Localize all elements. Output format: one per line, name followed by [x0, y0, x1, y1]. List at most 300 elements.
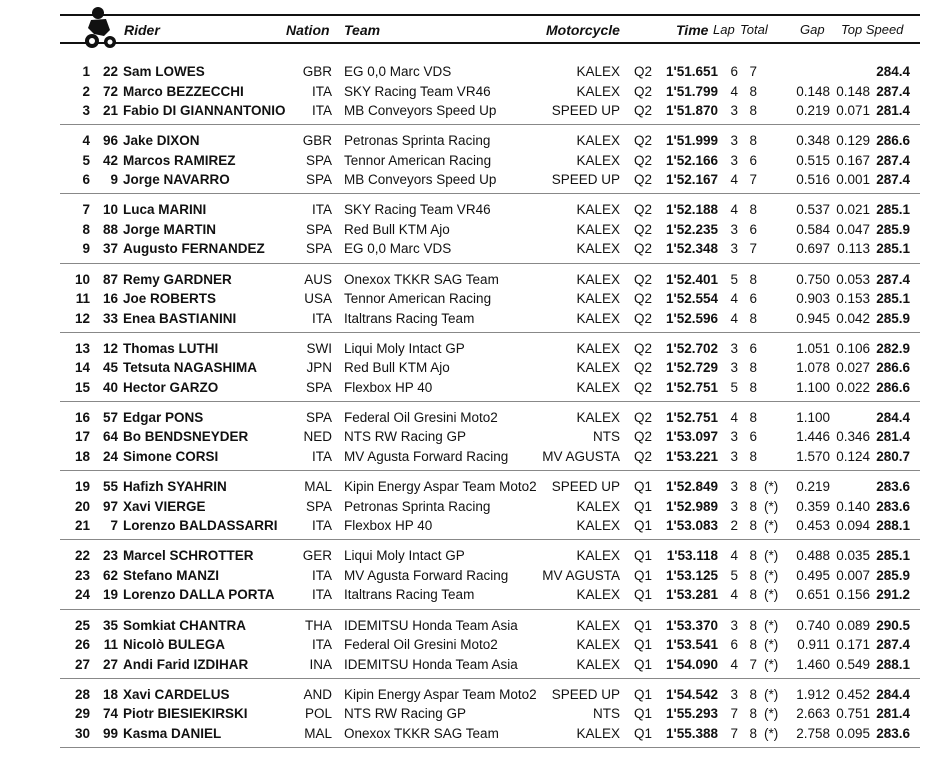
- nation: POL: [304, 706, 332, 722]
- note-marker: (*): [764, 548, 779, 564]
- table-row: [60, 497, 920, 517]
- best-lap: 2: [730, 518, 738, 534]
- table-row: [60, 516, 920, 536]
- header-bottom-rule: [60, 42, 920, 44]
- rider-name: Jorge NAVARRO: [123, 172, 230, 188]
- table-row: [60, 82, 920, 102]
- motorcycle: MV AGUSTA: [542, 567, 620, 583]
- team: NTS RW Racing GP: [344, 429, 467, 445]
- top-speed: 291.2: [876, 587, 910, 603]
- rider-number: 33: [102, 310, 118, 326]
- total-laps: 6: [749, 429, 757, 445]
- rider-name: Marcel SCHROTTER: [123, 548, 254, 564]
- rider-name: Lorenzo DALLA PORTA: [123, 587, 275, 603]
- top-speed: 284.4: [876, 64, 910, 79]
- top-speed: 285.1: [876, 202, 910, 218]
- header-nation: Nation: [286, 22, 330, 38]
- gap-previous: 0.007: [836, 567, 870, 583]
- table-row: [60, 408, 920, 428]
- top-speed: 285.9: [876, 567, 910, 583]
- best-lap: 7: [730, 725, 738, 741]
- rider-number: 16: [102, 291, 118, 307]
- header-time: Time: [676, 22, 709, 38]
- session: Q1: [634, 686, 653, 702]
- gap-previous: 0.751: [836, 706, 870, 722]
- result-group: [60, 471, 920, 540]
- total-laps: 8: [749, 637, 757, 652]
- session: Q2: [634, 271, 653, 287]
- session: Q1: [634, 518, 653, 534]
- gap-first: 1.460: [796, 656, 830, 672]
- best-lap: 4: [730, 202, 738, 218]
- header-top-speed: Top Speed: [841, 22, 904, 37]
- total-laps: 8: [749, 706, 757, 722]
- gap-previous: 0.027: [836, 360, 870, 376]
- position: 10: [74, 271, 90, 287]
- best-time: 1'53.118: [666, 548, 718, 564]
- session: Q2: [634, 202, 653, 218]
- top-speed: 285.1: [876, 241, 910, 257]
- best-time: 1'51.799: [665, 83, 718, 99]
- gap-previous: 0.549: [836, 656, 870, 672]
- best-lap: 5: [730, 567, 738, 583]
- nation: SPA: [305, 172, 332, 188]
- nation: ITA: [312, 448, 332, 464]
- gap-previous: 0.156: [836, 587, 870, 603]
- top-speed: 287.4: [876, 83, 910, 99]
- best-lap: 4: [730, 409, 738, 425]
- nation: USA: [304, 291, 332, 307]
- rider-name: Bo BENDSNEYDER: [123, 429, 249, 445]
- best-lap: 3: [730, 498, 738, 514]
- team: EG 0,0 Marc VDS: [344, 241, 452, 257]
- best-time: 1'54.090: [665, 656, 718, 672]
- best-time: 1'52.596: [665, 310, 718, 326]
- gap-first: 1.100: [796, 379, 830, 395]
- nation: AND: [303, 686, 332, 702]
- result-group: [60, 264, 920, 333]
- session: Q1: [634, 656, 653, 672]
- best-lap: 3: [730, 429, 738, 445]
- motorcycle: KALEX: [576, 637, 620, 652]
- top-speed: 287.4: [876, 637, 910, 652]
- team: Italtrans Racing Team: [344, 310, 475, 326]
- nation: SPA: [305, 221, 332, 237]
- rider-number: 24: [102, 448, 118, 464]
- gap-first: 1.446: [796, 429, 830, 445]
- top-speed: 283.6: [876, 725, 910, 741]
- gap-first: 0.651: [796, 587, 830, 603]
- best-time: 1'54.542: [665, 686, 718, 702]
- total-laps: 8: [749, 548, 757, 564]
- rider-name: Simone CORSI: [123, 448, 219, 464]
- motorcycle: NTS: [593, 706, 620, 722]
- session: Q2: [634, 83, 653, 99]
- team: Onexox TKKR SAG Team: [344, 271, 499, 287]
- result-group: [60, 194, 920, 263]
- total-laps: 8: [749, 587, 757, 603]
- rider-number: 37: [102, 241, 118, 257]
- gap-first: 1.570: [796, 448, 830, 464]
- rider-number: 40: [102, 379, 118, 395]
- session: Q2: [634, 448, 653, 464]
- rider-name: Xavi VIERGE: [123, 498, 206, 514]
- total-laps: 6: [749, 291, 757, 307]
- note-marker: (*): [764, 617, 779, 633]
- best-time: 1'51.999: [665, 133, 718, 149]
- top-speed: 284.4: [876, 409, 910, 425]
- gap-first: 1.051: [796, 340, 830, 356]
- table-row: [60, 546, 920, 566]
- top-speed: 287.4: [876, 152, 910, 168]
- total-laps: 8: [749, 360, 757, 376]
- session: Q2: [634, 64, 653, 79]
- table-row: [60, 566, 920, 586]
- session: Q1: [634, 637, 653, 652]
- best-time: 1'53.370: [665, 617, 718, 633]
- top-speed: 286.6: [876, 379, 910, 395]
- best-time: 1'53.221: [665, 448, 718, 464]
- gap-first: 0.911: [797, 637, 830, 652]
- gap-previous: 0.148: [836, 83, 870, 99]
- motorcycle: KALEX: [576, 725, 620, 741]
- table-row: [60, 170, 920, 190]
- nation: ITA: [312, 587, 332, 603]
- total-laps: 7: [749, 172, 757, 188]
- table-row: [60, 616, 920, 636]
- session: Q2: [634, 221, 653, 237]
- best-time: 1'52.167: [665, 172, 718, 188]
- table-row: [60, 220, 920, 240]
- team: SKY Racing Team VR46: [344, 83, 491, 99]
- best-time: 1'52.751: [665, 379, 718, 395]
- total-laps: 7: [749, 241, 757, 257]
- top-speed: 283.6: [876, 479, 910, 495]
- gap-first: 0.750: [796, 271, 830, 287]
- motorcycle: KALEX: [576, 409, 620, 425]
- note-marker: (*): [764, 725, 779, 741]
- best-time: 1'52.188: [665, 202, 718, 218]
- team: Flexbox HP 40: [344, 379, 433, 395]
- table-row: [60, 685, 920, 705]
- team: Tennor American Racing: [344, 152, 492, 168]
- best-time: 1'53.541: [665, 637, 718, 652]
- position: 23: [74, 567, 90, 583]
- best-lap: 4: [730, 291, 738, 307]
- gap-previous: 0.106: [836, 340, 870, 356]
- top-speed: 287.4: [876, 271, 910, 287]
- total-laps: 8: [749, 133, 757, 149]
- total-laps: 7: [749, 64, 757, 79]
- total-laps: 8: [749, 409, 757, 425]
- position: 24: [74, 587, 90, 603]
- team: IDEMITSU Honda Team Asia: [344, 617, 518, 633]
- best-lap: 3: [730, 221, 738, 237]
- motorcycle: KALEX: [576, 548, 620, 564]
- rider-number: 7: [110, 518, 118, 534]
- rider-number: 18: [102, 686, 118, 702]
- team: SKY Racing Team VR46: [344, 202, 491, 218]
- motorcycle: SPEED UP: [551, 686, 620, 702]
- position: 28: [74, 686, 90, 702]
- note-marker: (*): [764, 587, 779, 603]
- motorcycle: SPEED UP: [551, 172, 620, 188]
- position: 5: [82, 152, 90, 168]
- result-group: [60, 56, 920, 125]
- best-lap: 4: [730, 172, 738, 188]
- motorcycle: KALEX: [576, 379, 620, 395]
- gap-previous: 0.346: [836, 429, 870, 445]
- top-speed: 286.6: [876, 360, 910, 376]
- motorcycle: KALEX: [576, 340, 620, 356]
- best-time: 1'52.235: [665, 221, 718, 237]
- best-time: 1'52.166: [665, 152, 718, 168]
- best-lap: 3: [730, 686, 738, 702]
- position: 2: [82, 83, 90, 99]
- team: IDEMITSU Honda Team Asia: [344, 656, 518, 672]
- rider-name: Hector GARZO: [123, 379, 219, 395]
- total-laps: 7: [749, 656, 757, 672]
- top-speed: 288.1: [876, 518, 910, 534]
- rider-number: 42: [102, 152, 118, 168]
- gap-first: 0.584: [796, 221, 830, 237]
- gap-first: 0.488: [796, 548, 830, 564]
- gap-first: 2.663: [796, 706, 830, 722]
- gap-previous: 0.089: [836, 617, 870, 633]
- best-lap: 7: [730, 706, 738, 722]
- position: 30: [74, 725, 90, 741]
- gap-first: 0.740: [796, 617, 830, 633]
- position: 3: [82, 103, 90, 118]
- session: Q1: [634, 498, 653, 514]
- position: 27: [74, 656, 90, 672]
- result-group: [60, 540, 920, 609]
- rider-number: 74: [102, 706, 118, 722]
- nation: GER: [302, 548, 332, 564]
- nation: GBR: [302, 64, 332, 79]
- team: Red Bull KTM Ajo: [344, 221, 450, 237]
- position: 9: [82, 241, 90, 257]
- table-row: [60, 339, 920, 359]
- rider-number: 87: [102, 271, 118, 287]
- top-speed: 284.4: [876, 686, 910, 702]
- gap-first: 0.516: [796, 172, 830, 188]
- header-motorcycle: Motorcycle: [546, 22, 620, 38]
- motorcycle: KALEX: [576, 310, 620, 326]
- table-row: [60, 477, 920, 497]
- rider-number: 11: [103, 637, 118, 652]
- motorcycle: SPEED UP: [551, 103, 620, 118]
- rider-number: 19: [102, 587, 118, 603]
- total-laps: 6: [749, 221, 757, 237]
- best-lap: 6: [730, 64, 738, 79]
- best-time: 1'52.554: [665, 291, 718, 307]
- gap-first: 0.515: [796, 152, 830, 168]
- note-marker: (*): [764, 479, 779, 495]
- motorcycle: KALEX: [576, 241, 620, 257]
- gap-previous: 0.452: [836, 686, 870, 702]
- gap-first: 0.537: [796, 202, 830, 218]
- gap-first: 0.348: [796, 133, 830, 149]
- top-speed: 286.6: [876, 133, 910, 149]
- session: Q2: [634, 429, 653, 445]
- motorcycle: KALEX: [576, 133, 620, 149]
- motorcycle: KALEX: [576, 83, 620, 99]
- rider-name: Jorge MARTIN: [123, 221, 217, 237]
- motorcycle: KALEX: [576, 498, 620, 514]
- table-row: [60, 724, 920, 744]
- rider-number: 57: [102, 409, 118, 425]
- best-time: 1'52.751: [665, 409, 718, 425]
- rider-number: 97: [102, 498, 118, 514]
- total-laps: 8: [749, 202, 757, 218]
- top-speed: 282.9: [876, 340, 910, 356]
- best-time: 1'53.083: [665, 518, 718, 534]
- best-lap: 3: [730, 617, 738, 633]
- gap-first: 0.219: [796, 479, 830, 495]
- team: Kipin Energy Aspar Team Moto2: [344, 686, 537, 702]
- position: 14: [74, 360, 90, 376]
- best-lap: 3: [730, 103, 738, 118]
- motorcycle: KALEX: [576, 271, 620, 287]
- rider-number: 96: [102, 133, 118, 149]
- session: Q1: [634, 479, 653, 495]
- session: Q2: [634, 172, 653, 188]
- nation: JPN: [306, 360, 332, 376]
- motorcycle-rider-icon: [82, 6, 118, 50]
- total-laps: 8: [749, 617, 757, 633]
- rider-name: Enea BASTIANINI: [123, 310, 237, 326]
- table-row: [60, 62, 920, 82]
- best-time: 1'52.702: [665, 340, 718, 356]
- gap-previous: 0.047: [836, 221, 870, 237]
- best-lap: 5: [730, 379, 738, 395]
- top-speed: 290.5: [876, 617, 910, 633]
- table-row: [60, 131, 920, 151]
- best-lap: 3: [730, 448, 738, 464]
- gap-previous: 0.124: [836, 448, 870, 464]
- note-marker: (*): [764, 637, 779, 652]
- rider-number: 45: [102, 360, 118, 376]
- team: Kipin Energy Aspar Team Moto2: [344, 479, 537, 495]
- team: Flexbox HP 40: [344, 518, 433, 534]
- table-row: [60, 704, 920, 724]
- session: Q1: [634, 587, 653, 603]
- rider-name: Kasma DANIEL: [123, 725, 222, 741]
- top-speed: 285.9: [876, 221, 910, 237]
- table-row: [60, 427, 920, 447]
- rider-number: 12: [102, 340, 118, 356]
- team: Italtrans Racing Team: [344, 587, 475, 603]
- nation: ITA: [312, 103, 332, 118]
- total-laps: 8: [749, 725, 757, 741]
- total-laps: 8: [749, 448, 757, 464]
- best-time: 1'55.293: [665, 706, 718, 722]
- best-time: 1'51.870: [665, 103, 718, 118]
- gap-first: 0.453: [796, 518, 830, 534]
- gap-previous: 0.021: [836, 202, 870, 218]
- position: 21: [74, 518, 90, 534]
- gap-previous: 0.035: [836, 548, 870, 564]
- header-gap: Gap: [800, 22, 825, 37]
- position: 18: [74, 448, 90, 464]
- nation: ITA: [312, 637, 332, 652]
- best-lap: 3: [730, 241, 738, 257]
- best-time: 1'51.651: [665, 64, 718, 79]
- table-row: [60, 585, 920, 605]
- top-speed: 281.4: [876, 429, 910, 445]
- motorcycle: KALEX: [576, 617, 620, 633]
- rider-number: 23: [102, 548, 118, 564]
- best-time: 1'53.281: [665, 587, 718, 603]
- position: 7: [82, 202, 90, 218]
- motorcycle: KALEX: [576, 202, 620, 218]
- rider-name: Stefano MANZI: [123, 567, 219, 583]
- rider-number: 64: [102, 429, 118, 445]
- top-speed: 285.1: [876, 291, 910, 307]
- position: 17: [74, 429, 90, 445]
- result-group: [60, 333, 920, 402]
- position: 12: [74, 310, 90, 326]
- team: EG 0,0 Marc VDS: [344, 64, 452, 79]
- rider-name: Xavi CARDELUS: [123, 686, 230, 702]
- gap-previous: 0.129: [836, 133, 870, 149]
- top-speed: 288.1: [876, 656, 910, 672]
- nation: ITA: [312, 202, 332, 218]
- nation: ITA: [312, 83, 332, 99]
- best-lap: 5: [730, 271, 738, 287]
- best-lap: 3: [730, 360, 738, 376]
- table-row: [60, 378, 920, 398]
- table-row: [60, 270, 920, 290]
- position: 8: [82, 221, 90, 237]
- nation: SPA: [305, 498, 332, 514]
- total-laps: 8: [749, 271, 757, 287]
- rider-number: 55: [102, 479, 118, 495]
- motorcycle: KALEX: [576, 152, 620, 168]
- gap-first: 2.758: [796, 725, 830, 741]
- position: 25: [74, 617, 90, 633]
- nation: MAL: [304, 479, 332, 495]
- gap-previous: 0.094: [836, 518, 870, 534]
- total-laps: 6: [749, 340, 757, 356]
- position: 13: [74, 340, 90, 356]
- session: Q2: [634, 103, 653, 118]
- motorcycle: KALEX: [576, 587, 620, 603]
- gap-first: 0.945: [796, 310, 830, 326]
- top-speed: 283.6: [876, 498, 910, 514]
- nation: ITA: [312, 518, 332, 534]
- best-lap: 4: [730, 310, 738, 326]
- rider-number: 72: [102, 83, 118, 99]
- top-speed: 281.4: [876, 706, 910, 722]
- gap-previous: 0.140: [836, 498, 870, 514]
- motorcycle: KALEX: [576, 221, 620, 237]
- rider-name: Augusto FERNANDEZ: [123, 241, 265, 257]
- result-group: [60, 402, 920, 471]
- gap-first: 1.100: [796, 409, 830, 425]
- position: 1: [82, 64, 90, 79]
- rider-name: Nicolò BULEGA: [123, 637, 226, 652]
- header-lap: Lap: [713, 22, 735, 37]
- motorcycle: SPEED UP: [551, 479, 620, 495]
- best-lap: 3: [730, 340, 738, 356]
- rider-name: Luca MARINI: [123, 202, 207, 218]
- rider-number: 35: [102, 617, 118, 633]
- note-marker: (*): [764, 706, 779, 722]
- rider-name: Fabio DI GIANNANTONIO: [123, 103, 286, 118]
- best-lap: 3: [730, 479, 738, 495]
